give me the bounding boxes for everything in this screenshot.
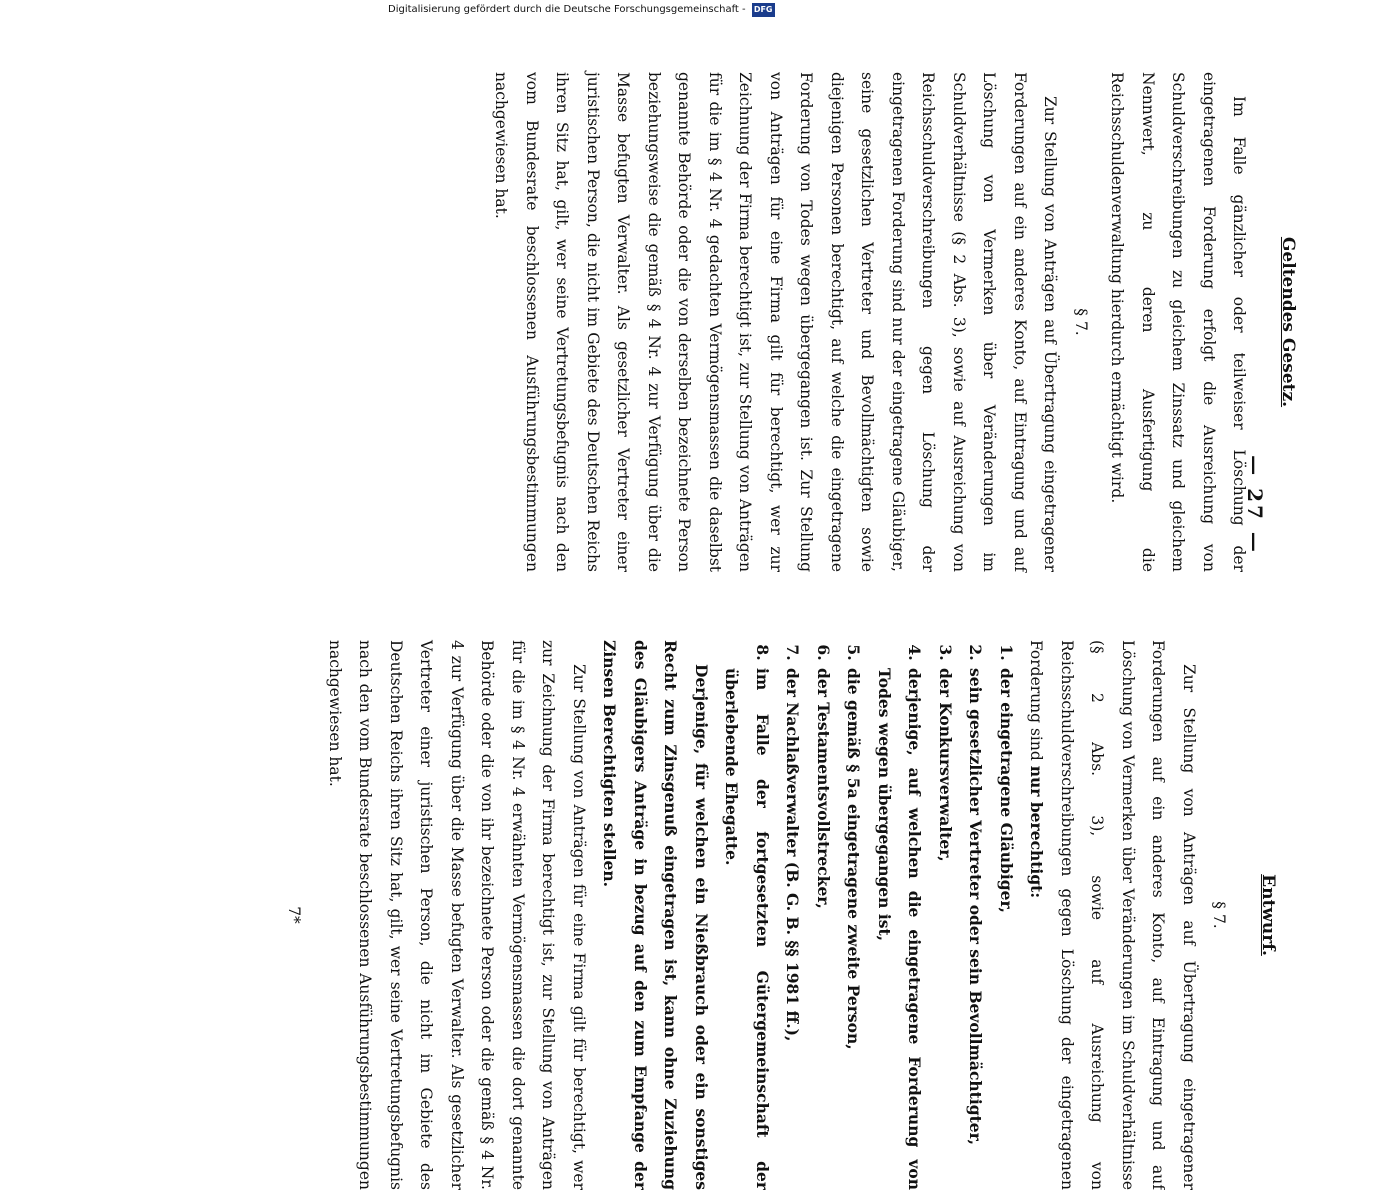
right-section-title: § 7. (1210, 901, 1229, 929)
dfg-logo: DFG (752, 3, 775, 17)
right-bold-paragraph: Derjenige, für welchen ein Nießbrauch oder ein sonstiges Recht zum Zinsgenuß eingetragen ist, kann ohne Zuziehung des Gläubigers Anträge in bezug auf den zum Empfange der Zinsen Berechtigten stellen. (600, 640, 711, 1190)
left-intro-paragraph: Im Falle gänzlicher oder teilweiser Löschung der eingetragenen Forderung erfolgt die Ausreichung von Schuldverschreibungen zu gleichem Zinssatz und gleichem Nennwert, zu deren Ausfertigung die Reichsschuldenverwaltung hierdurch ermächtigt wird. (1108, 72, 1249, 572)
digitization-note (388, 3, 1368, 17)
right-intro-bold: nur berechtigt: (1027, 765, 1047, 899)
list-item: 4. derjenige, auf welchen die eingetragene Forderung von Todes wegen übergegangen ist, (869, 666, 930, 1190)
right-column-header: Entwurf. (1258, 874, 1278, 956)
right-body-paragraph: Zur Stellung von Anträgen für eine Firma gilt für berechtigt, wer zur Zeichnung der Firma berechtigt ist, zur Stellung von Anträgen für die im § 4 Nr. 4 erwähnten Vermögensmassen die dort genannte Behörde oder die von ihr bezeichnete Person oder die gemäß § 4 Nr. 4 zur Verfügung über die Masse befugten Verwalter. Als gesetzlicher Vertreter einer juristischen Person, die nicht im Gebiete des Deutschen Reichs ihren Sitz hat, gilt, wer seine Vertretungsbefugnis nach den vom Bundesrate beschlossenen Ausführungsbestimmungen nachgewiesen hat. (326, 640, 588, 1190)
entitled-persons-list (716, 640, 1021, 1190)
right-intro-text: Zur Stellung von Anträgen auf Übertragung eingetragener Forderungen auf ein anderes Konto, auf Eintragung und auf Löschung von Vermerken über Veränderungen im Schuldverhältnisse (§ 2 Abs. 3), sowie auf Ausreichung von Reichsschuldverschreibungen gegen Löschung der eingetragenen Forderung sind (1027, 640, 1198, 1190)
right-column (83, 640, 1283, 1190)
list-item: 5. die gemäß § 5a eingetragene zweite Person, (838, 666, 869, 1190)
left-column (486, 72, 1303, 572)
right-intro-paragraph (1021, 640, 1204, 1190)
left-body-paragraph: Zur Stellung von Anträgen auf Übertragung eingetragener Forderungen auf ein anderes Konto, auf Eintragung und auf Löschung von Vermerken über Veränderungen im Schuldverhältnisse (§ 2 Abs. 3), sowie auf Ausreichung von Reichsschuldverschreibungen gegen Löschung der eingetragenen Forderung sind nur der eingetragene Gläubiger, seine gesetzlichen Vertreter und Bevollmächtigten sowie diejenigen Personen berechtigt, auf welche die eingetragene Forderung von Todes wegen übergegangen ist. Zur Stellung von Anträgen für eine Firma gilt für berechtigt, wer zur Zeichnung der Firma berechtigt ist, zur Stellung von Anträgen für die im § 4 Nr. 4 gedachten Vermögensmassen die daselbst genannte Behörde oder die von derselben bezeichnete Person beziehungsweise die gemäß § 4 Nr. 4 zur Verfügung über die Masse befugten Verwalter. Als gesetzlicher Vertreter einer juristischen Person, die nicht im Gebiete des Deutschen Reichs ihren Sitz hat, gilt, wer seine Vertretungsbefugnis nach den vom Bundesrate beschlossenen Ausführungsbestimmungen nachgewiesen hat. (492, 72, 1060, 572)
left-column-header: Geltendes Gesetz. (1278, 236, 1298, 408)
list-item: 1. der eingetragene Gläubiger, (991, 666, 1022, 1190)
list-item: 3. der Konkursverwalter, (930, 666, 961, 1190)
list-item: 6. der Testamentsvollstrecker, (808, 666, 839, 1190)
signature-mark: 7* (285, 906, 304, 924)
list-item: 2. sein gesetzlicher Vertreter oder sein Bevollmächtigter, (960, 666, 991, 1190)
digitization-note-text: Digitalisierung gefördert durch die Deutsche Forschungsgemeinschaft - (388, 4, 746, 15)
list-item: 7. der Nachlaßverwalter (B. G. B. §§ 1981 ff.), (777, 666, 808, 1190)
list-item: 8. im Falle der fortgesetzten Gütergemeinschaft der überlebende Ehegatte. (716, 666, 777, 1190)
left-section-title: § 7. (1072, 308, 1090, 336)
page-number: — 27 — (1243, 455, 1267, 555)
